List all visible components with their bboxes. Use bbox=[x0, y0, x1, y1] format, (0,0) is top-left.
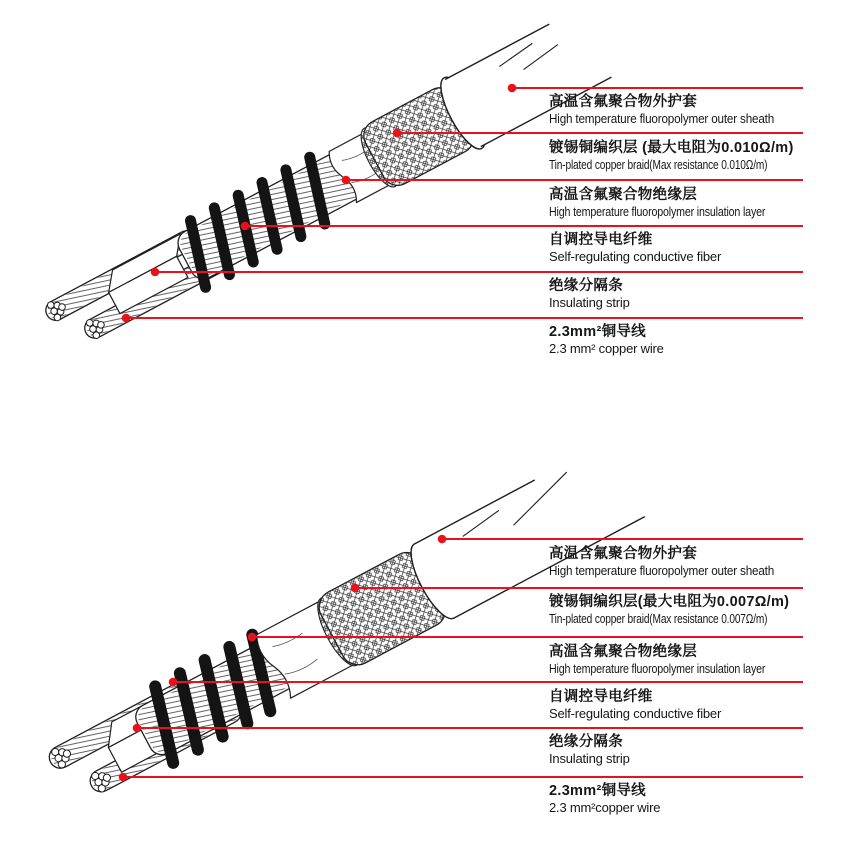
label-wire-1 bbox=[549, 323, 805, 357]
leader-dot bbox=[119, 773, 128, 782]
label-en: Insulating strip bbox=[549, 295, 630, 310]
label-en: High temperature fluoropolymer outer sheath bbox=[549, 563, 775, 578]
label-strip-2 bbox=[549, 733, 805, 767]
label-wire-2 bbox=[549, 782, 805, 816]
label-en: High temperature fluoropolymer insulation layer bbox=[549, 661, 766, 676]
label-en: Insulating strip bbox=[549, 751, 630, 766]
label-fiber-2 bbox=[549, 688, 805, 722]
leader-dot bbox=[438, 535, 447, 544]
label-zh: 高温含氟聚合物绝缘层 bbox=[549, 187, 697, 203]
label-zh: 2.3mm²铜导线 bbox=[549, 324, 646, 340]
label-en: High temperature fluoropolymer outer sheath bbox=[549, 111, 775, 126]
leader-dot bbox=[169, 678, 178, 687]
leader-wire-1 bbox=[122, 314, 803, 323]
leader-dot bbox=[241, 222, 250, 231]
label-en: 2.3 mm² copper wire bbox=[549, 341, 664, 356]
label-braid-1 bbox=[549, 139, 805, 173]
leader-dot bbox=[248, 633, 257, 642]
label-zh: 高温含氟聚合物绝缘层 bbox=[549, 644, 697, 660]
leader-wire-2 bbox=[119, 773, 803, 782]
label-zh: 2.3mm²铜导线 bbox=[549, 783, 646, 799]
leader-dot bbox=[122, 314, 131, 323]
label-en: Self-regulating conductive fiber bbox=[549, 706, 722, 721]
label-zh: 自调控导电纤维 bbox=[549, 232, 653, 248]
label-insulation-2 bbox=[549, 643, 805, 677]
label-zh: 绝缘分隔条 bbox=[549, 278, 623, 294]
leader-strip-1 bbox=[151, 268, 803, 277]
leader-dot bbox=[351, 584, 360, 593]
leader-dot bbox=[133, 724, 142, 733]
label-fiber-1 bbox=[549, 231, 805, 265]
label-zh: 高温含氟聚合物外护套 bbox=[549, 94, 697, 110]
cable-assembly-1 bbox=[36, 8, 612, 365]
label-zh: 高温含氟聚合物外护套 bbox=[549, 546, 697, 562]
label-en: 2.3 mm²copper wire bbox=[549, 800, 661, 815]
label-en: Tin-plated copper braid(Max resistance 0.007Ω/m) bbox=[549, 611, 768, 626]
label-outer-sheath-1 bbox=[549, 93, 805, 127]
label-zh: 镀锡铜编织层 (最大电阻为0.010Ω/m) bbox=[549, 140, 794, 156]
leader-dot bbox=[393, 129, 402, 138]
label-zh: 自调控导电纤维 bbox=[549, 689, 653, 705]
leader-dot bbox=[508, 84, 517, 93]
label-en: High temperature fluoropolymer insulation layer bbox=[549, 204, 766, 219]
label-en: Self-regulating conductive fiber bbox=[549, 249, 722, 264]
leader-dot bbox=[342, 176, 351, 185]
label-braid-2 bbox=[549, 593, 805, 627]
label-zh: 镀锡铜编织层(最大电阻为0.007Ω/m) bbox=[549, 594, 790, 610]
label-zh: 绝缘分隔条 bbox=[549, 734, 623, 750]
label-en: Tin-plated copper braid(Max resistance 0.010Ω/m) bbox=[549, 157, 768, 172]
leader-strip-2 bbox=[133, 724, 803, 733]
label-outer-sheath-2 bbox=[549, 545, 805, 579]
label-insulation-1 bbox=[549, 186, 805, 220]
label-strip-1 bbox=[549, 277, 805, 311]
leader-dot bbox=[151, 268, 160, 277]
